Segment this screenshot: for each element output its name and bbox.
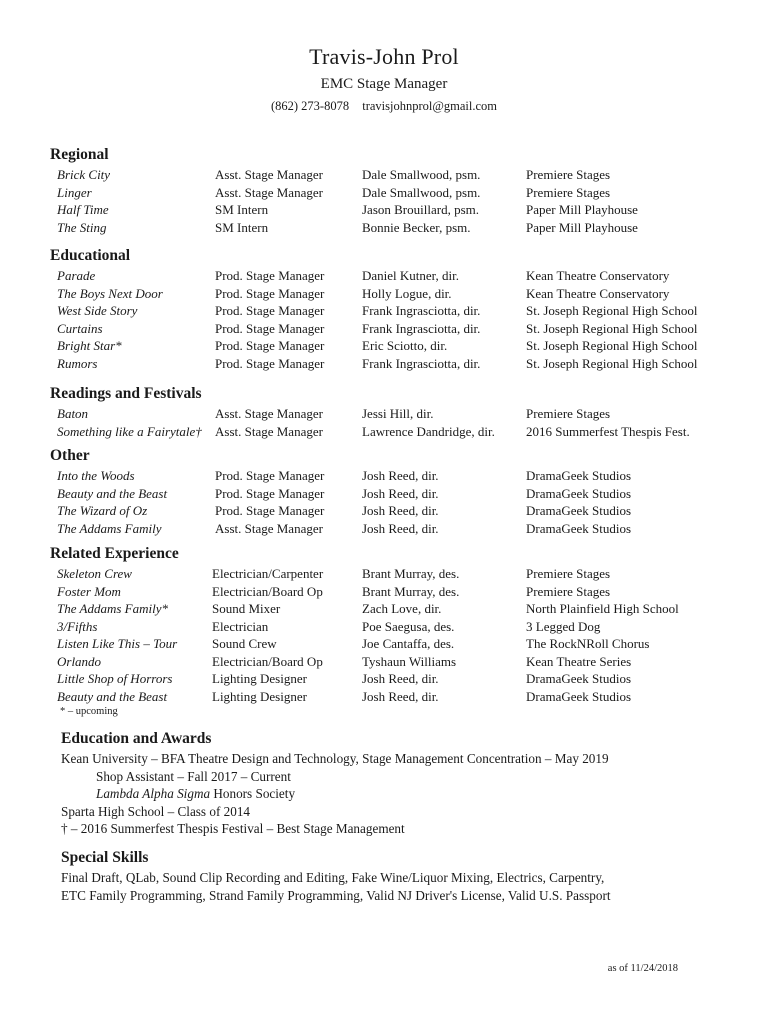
show-title: 3/Fifths xyxy=(57,618,98,634)
position: Asst. Stage Manager xyxy=(215,167,323,182)
skills-line: ETC Family Programming, Strand Family Programming, Valid NJ Driver's License, Valid U.S. Passport xyxy=(61,887,611,903)
show-title: West Side Story xyxy=(57,303,138,318)
credit-row xyxy=(50,688,740,706)
credit-row xyxy=(50,502,740,520)
supervisor: Tyshaun Williams xyxy=(362,653,457,669)
position: Electrician xyxy=(212,618,269,634)
company: DramaGeek Studios xyxy=(526,468,632,483)
credit-row xyxy=(50,670,740,688)
company: DramaGeek Studios xyxy=(526,503,632,518)
section-special-skills xyxy=(61,847,751,904)
company: DramaGeek Studios xyxy=(526,688,632,704)
section-related-experience xyxy=(50,543,740,719)
credit-row xyxy=(50,423,740,441)
shop-line: Shop Assistant – Fall 2017 – Current xyxy=(96,768,291,784)
upcoming-note: * – upcoming xyxy=(60,706,118,717)
show-title: Brick City xyxy=(57,167,111,182)
company: Premiere Stages xyxy=(526,566,611,581)
company: North Plainfield High School xyxy=(526,601,679,616)
credit-row xyxy=(50,467,740,485)
company: Paper Mill Playhouse xyxy=(526,219,638,235)
company: St. Joseph Regional High School xyxy=(526,355,698,371)
supervisor: Dale Smallwood, psm. xyxy=(362,167,481,182)
university-line: Kean University – BFA Theatre Design and Technology, Stage Management Concentration – May 2019 xyxy=(61,751,609,766)
position: Prod. Stage Manager xyxy=(215,320,325,336)
section-title: Regional xyxy=(50,146,109,163)
credit-row xyxy=(50,267,740,285)
award-line: † – 2016 Summerfest Thespis Festival – Best Stage Management xyxy=(61,821,405,836)
show-title: Bright Star* xyxy=(57,338,122,353)
company: 2016 Summerfest Thespis Fest. xyxy=(526,423,690,439)
supervisor: Poe Saegusa, des. xyxy=(362,618,455,634)
credit-row xyxy=(50,583,740,601)
show-title: Half Time xyxy=(57,202,109,217)
company: DramaGeek Studios xyxy=(526,485,632,501)
credit-row xyxy=(50,285,740,303)
show-title: Curtains xyxy=(57,320,103,336)
position: Prod. Stage Manager xyxy=(215,503,325,518)
honor-line xyxy=(61,785,751,803)
position: Prod. Stage Manager xyxy=(215,468,325,483)
position: SM Intern xyxy=(215,219,269,235)
section-title: Related Experience xyxy=(50,545,179,562)
supervisor: Lawrence Dandridge, dir. xyxy=(362,423,495,439)
company: 3 Legged Dog xyxy=(526,618,601,634)
credit-row xyxy=(50,635,740,653)
show-title: Listen Like This – Tour xyxy=(57,636,178,651)
supervisor: Jason Brouillard, psm. xyxy=(362,202,479,217)
resume-name: Travis-John Prol xyxy=(309,44,459,69)
section-readings-festivals xyxy=(50,383,740,440)
supervisor: Josh Reed, dir. xyxy=(362,671,439,686)
supervisor: Brant Murray, des. xyxy=(362,583,460,599)
credit-row xyxy=(50,485,740,503)
supervisor: Josh Reed, dir. xyxy=(362,520,439,536)
show-title: The Sting xyxy=(57,219,107,235)
position: Prod. Stage Manager xyxy=(215,268,325,283)
position: Electrician/Board Op xyxy=(212,653,323,669)
position: Electrician/Board Op xyxy=(212,583,323,599)
section-educational xyxy=(50,245,740,372)
section-regional xyxy=(50,144,740,236)
honor-name: Lambda Alpha Sigma xyxy=(96,786,211,801)
skills-line: Final Draft, QLab, Sound Clip Recording and Editing, Fake Wine/Liquor Mixing, Electrics, Carpentry, xyxy=(61,870,605,885)
credit-row xyxy=(50,405,740,423)
company: Paper Mill Playhouse xyxy=(526,202,638,217)
credit-row xyxy=(50,302,740,320)
show-title: Orlando xyxy=(57,653,102,669)
credit-row xyxy=(50,219,740,237)
supervisor: Frank Ingrasciotta, dir. xyxy=(362,303,481,318)
supervisor: Eric Sciotto, dir. xyxy=(362,338,448,353)
section-title: Educational xyxy=(50,247,131,264)
section-title: Special Skills xyxy=(61,849,149,866)
position: Prod. Stage Manager xyxy=(215,338,325,353)
phone-number[interactable]: (862) 273-8078 xyxy=(270,99,350,113)
show-title: The Wizard of Oz xyxy=(57,503,148,518)
position: Sound Crew xyxy=(212,636,277,651)
company: St. Joseph Regional High School xyxy=(526,320,698,336)
show-title: Into the Woods xyxy=(57,468,135,483)
credit-row xyxy=(50,184,740,202)
credit-row xyxy=(50,520,740,538)
highschool-line: Sparta High School – Class of 2014 xyxy=(61,803,251,819)
email-address[interactable]: travisjohnprol@gmail.com xyxy=(362,99,497,113)
position: Asst. Stage Manager xyxy=(215,184,323,200)
credit-row xyxy=(50,653,740,671)
credit-row xyxy=(50,355,740,373)
show-title: Little Shop of Horrors xyxy=(57,671,173,686)
company: Kean Theatre Conservatory xyxy=(526,285,670,301)
section-other xyxy=(50,445,740,537)
show-title: The Addams Family* xyxy=(57,601,168,616)
show-title: Something like a Fairytale† xyxy=(57,423,202,439)
contact-line xyxy=(0,99,768,114)
position: Electrician/Carpenter xyxy=(212,566,324,581)
supervisor: Holly Logue, dir. xyxy=(362,285,452,301)
section-title: Other xyxy=(50,447,90,464)
show-title: Beauty and the Beast xyxy=(57,485,168,501)
credit-row xyxy=(50,201,740,219)
credit-row xyxy=(50,618,740,636)
supervisor: Brant Murray, des. xyxy=(362,566,460,581)
credit-row xyxy=(50,320,740,338)
supervisor: Josh Reed, dir. xyxy=(362,468,439,483)
supervisor: Josh Reed, dir. xyxy=(362,688,439,704)
company: DramaGeek Studios xyxy=(526,520,632,536)
show-title: Beauty and the Beast xyxy=(57,688,168,704)
supervisor: Daniel Kutner, dir. xyxy=(362,268,459,283)
position: Asst. Stage Manager xyxy=(215,520,323,536)
section-title: Readings and Festivals xyxy=(50,385,202,402)
show-title: Linger xyxy=(57,184,92,200)
position: Prod. Stage Manager xyxy=(215,285,325,301)
credit-row xyxy=(50,565,740,583)
company: Premiere Stages xyxy=(526,184,611,200)
supervisor: Dale Smallwood, psm. xyxy=(362,184,481,200)
resume-role: EMC Stage Manager xyxy=(320,76,448,92)
company: The RockNRoll Chorus xyxy=(526,636,650,651)
supervisor: Frank Ingrasciotta, dir. xyxy=(362,355,481,371)
company: Premiere Stages xyxy=(526,406,611,421)
show-title: Baton xyxy=(57,406,89,421)
show-title: Foster Mom xyxy=(57,583,121,599)
show-title: The Addams Family xyxy=(57,520,162,536)
as-of-date: as of 11/24/2018 xyxy=(607,963,678,974)
position: Prod. Stage Manager xyxy=(215,355,325,371)
position: Prod. Stage Manager xyxy=(215,303,325,318)
show-title: Rumors xyxy=(57,355,98,371)
credit-row xyxy=(50,337,740,355)
company: St. Joseph Regional High School xyxy=(526,338,698,353)
position: Prod. Stage Manager xyxy=(215,485,325,501)
company: Kean Theatre Conservatory xyxy=(526,268,670,283)
position: Lighting Designer xyxy=(212,671,307,686)
position: Asst. Stage Manager xyxy=(215,406,323,421)
section-education-awards xyxy=(61,728,751,838)
show-title: Parade xyxy=(57,268,96,283)
company: DramaGeek Studios xyxy=(526,671,632,686)
supervisor: Joe Cantaffa, des. xyxy=(362,636,455,651)
show-title: Skeleton Crew xyxy=(57,566,132,581)
supervisor: Jessi Hill, dir. xyxy=(362,406,434,421)
supervisor: Zach Love, dir. xyxy=(362,601,442,616)
supervisor: Frank Ingrasciotta, dir. xyxy=(362,320,481,336)
supervisor: Josh Reed, dir. xyxy=(362,485,439,501)
position: SM Intern xyxy=(215,202,269,217)
company: St. Joseph Regional High School xyxy=(526,303,698,318)
position: Lighting Designer xyxy=(212,688,307,704)
honor-suffix: Honors Society xyxy=(210,786,296,801)
position: Sound Mixer xyxy=(212,601,281,616)
credit-row xyxy=(50,600,740,618)
company: Kean Theatre Series xyxy=(526,653,632,669)
show-title: The Boys Next Door xyxy=(57,285,163,301)
credit-row xyxy=(50,166,740,184)
supervisor: Bonnie Becker, psm. xyxy=(362,219,471,235)
company: Premiere Stages xyxy=(526,583,611,599)
section-title: Education and Awards xyxy=(61,730,212,747)
position: Asst. Stage Manager xyxy=(215,423,323,439)
company: Premiere Stages xyxy=(526,167,611,182)
supervisor: Josh Reed, dir. xyxy=(362,503,439,518)
